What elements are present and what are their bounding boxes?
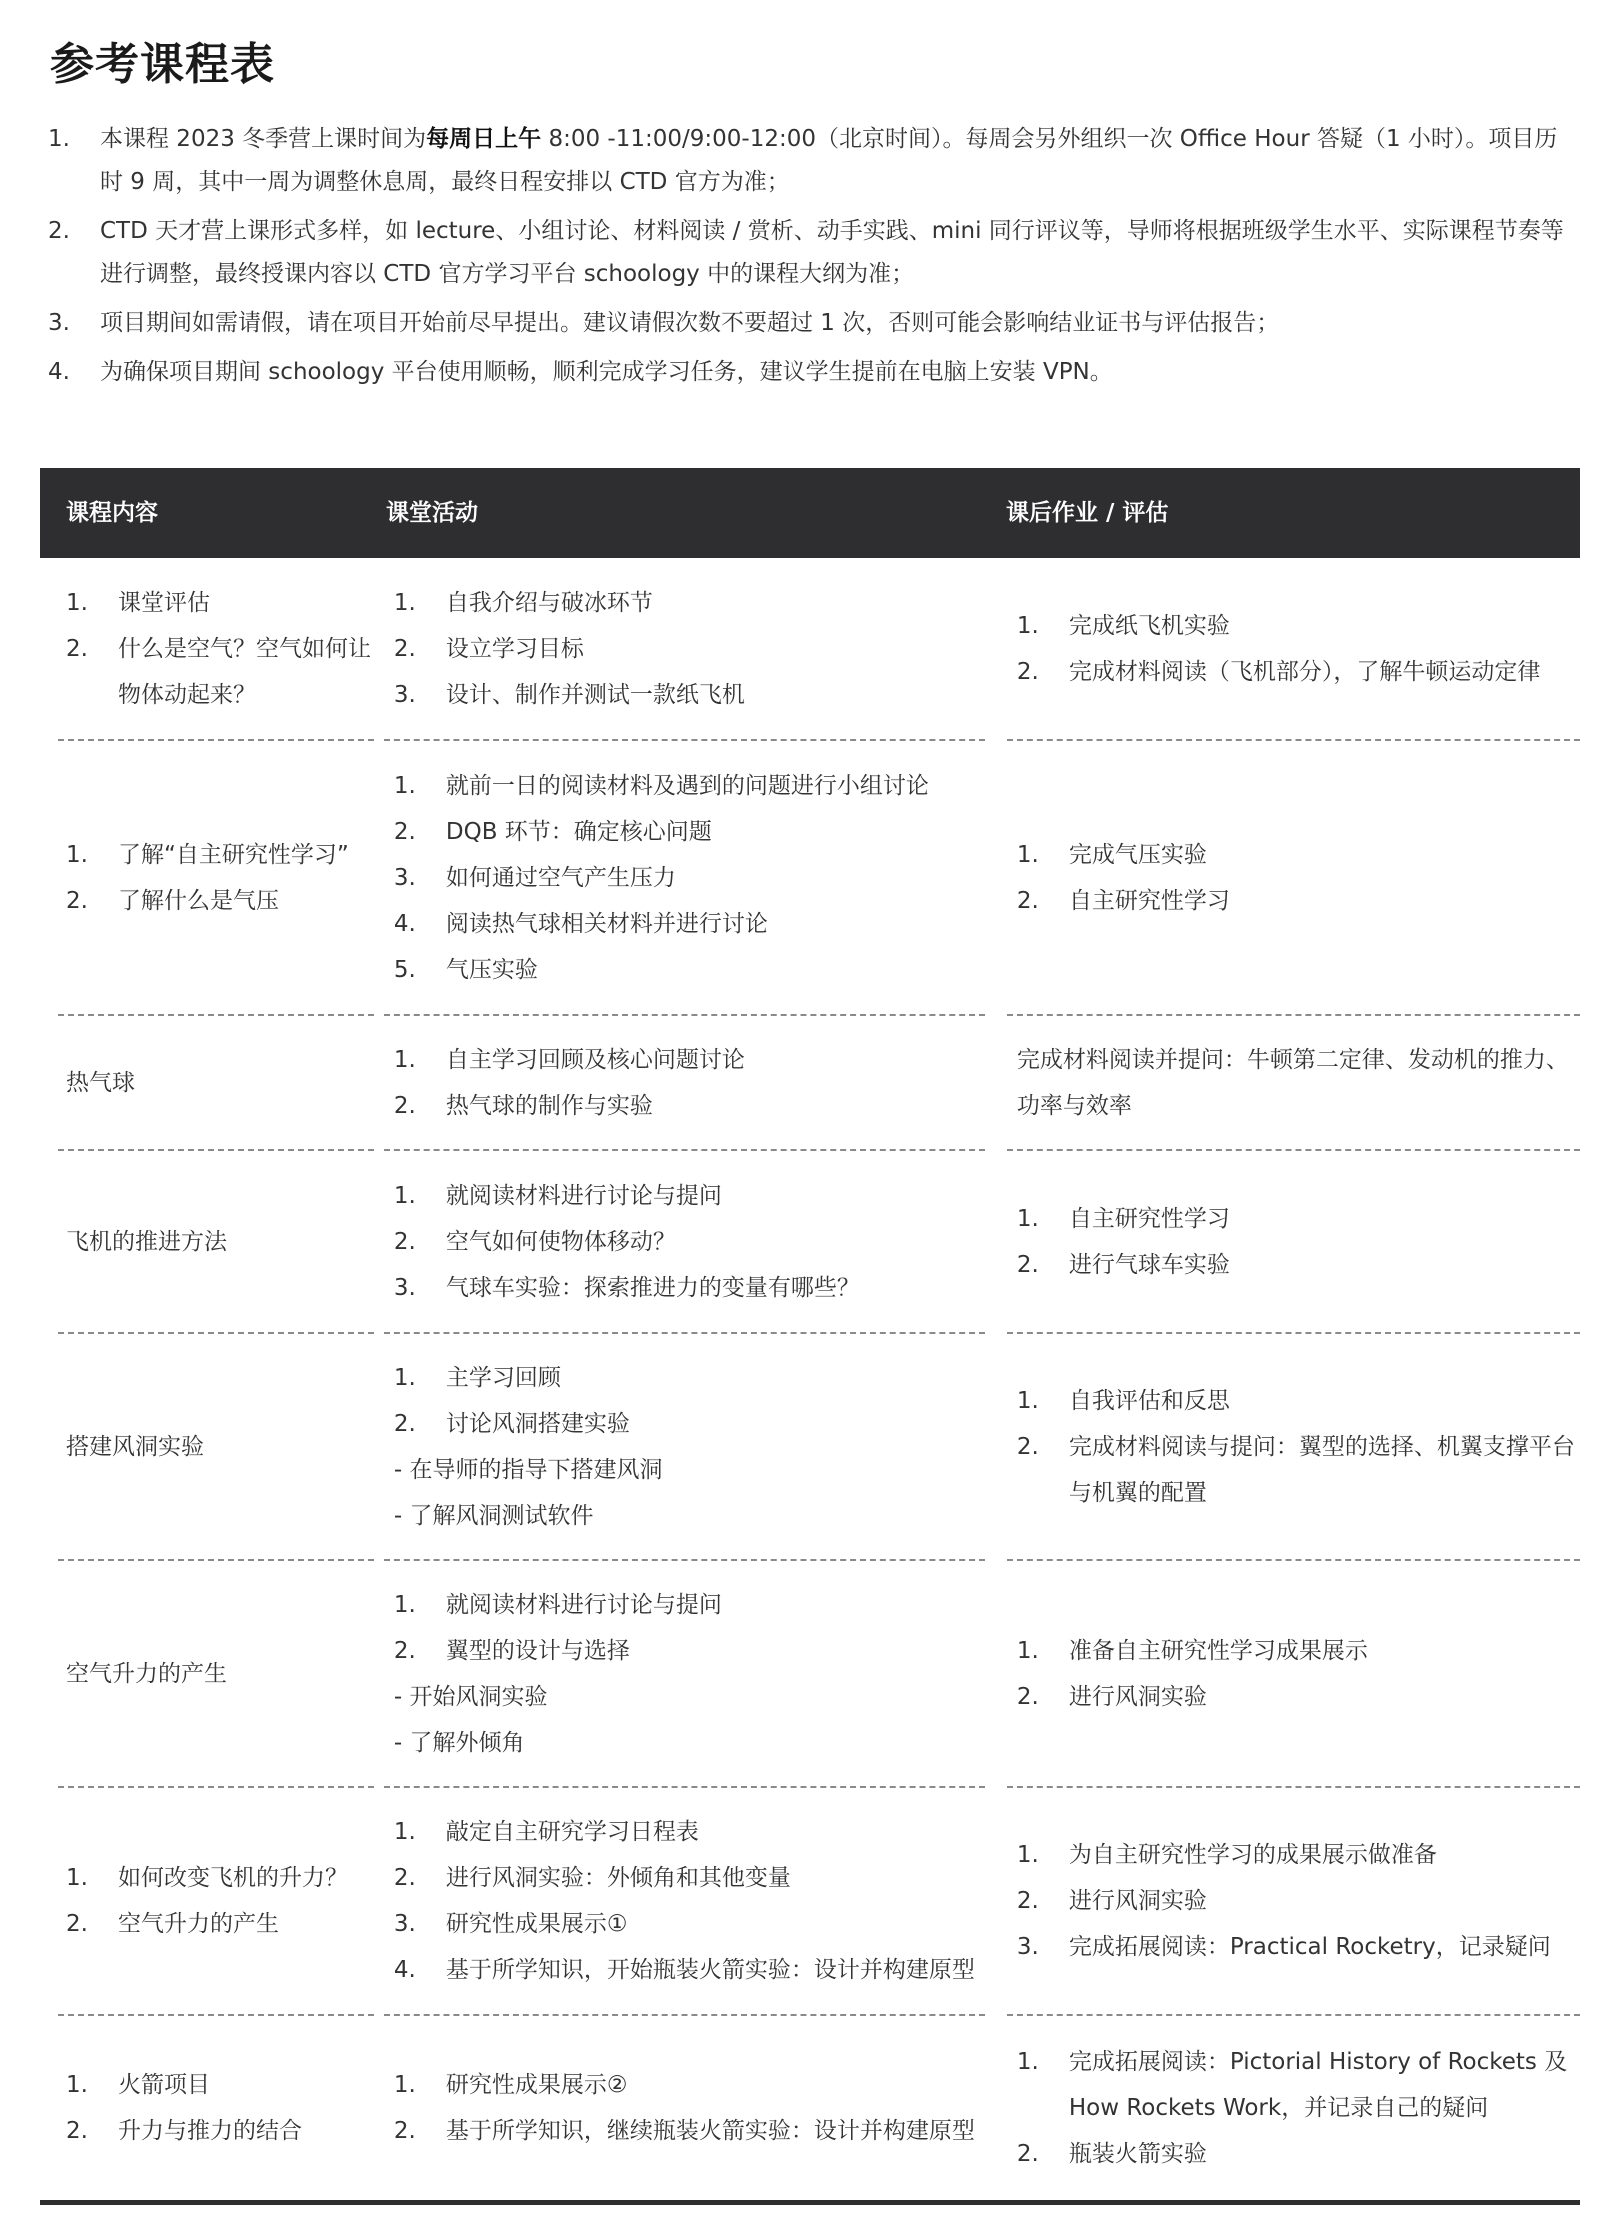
item-number: 2. bbox=[1016, 1251, 1039, 1278]
table-body bbox=[40, 558, 1580, 2200]
item-text: - 了解风洞测试软件 bbox=[393, 1502, 594, 1529]
item-text: 什么是空气？空气如何让物体动起来？ bbox=[118, 635, 371, 708]
cell-activities bbox=[384, 2016, 985, 2200]
table-row bbox=[40, 1788, 1580, 2016]
list-item bbox=[394, 1355, 985, 1401]
item-text: 热气球 bbox=[66, 1069, 135, 1096]
item-number: 2. bbox=[393, 1865, 416, 1891]
list-item bbox=[1017, 1628, 1580, 1674]
list-item bbox=[394, 672, 985, 718]
list-item bbox=[66, 2062, 374, 2108]
cell-homework bbox=[1007, 2016, 1580, 2200]
item-text: 进行风洞实验 bbox=[1068, 1683, 1207, 1710]
item-text: 阅读热气球相关材料并进行讨论 bbox=[445, 910, 768, 937]
note-item bbox=[48, 351, 1568, 394]
item-text: 自主研究性学习 bbox=[1068, 1205, 1230, 1232]
cell-content bbox=[58, 1016, 374, 1151]
list-item bbox=[66, 580, 374, 626]
note-number: 3. bbox=[48, 310, 70, 336]
bottom-rule bbox=[40, 2200, 1580, 2205]
cell-activities bbox=[384, 1016, 985, 1151]
item-text: 设计、制作并测试一款纸飞机 bbox=[445, 681, 745, 708]
list-item bbox=[1017, 878, 1580, 924]
item-number: 1. bbox=[393, 1591, 416, 1618]
list-item bbox=[66, 1219, 374, 1265]
list-item bbox=[394, 1628, 985, 1674]
item-number: 1. bbox=[66, 589, 88, 616]
item-number: 2. bbox=[1016, 887, 1039, 914]
item-number: 2. bbox=[66, 2118, 88, 2144]
list-item bbox=[394, 1493, 985, 1539]
cell-activities bbox=[384, 558, 985, 741]
item-text: 火箭项目 bbox=[118, 2072, 210, 2098]
list-item bbox=[1017, 1378, 1580, 1424]
item-number: 2. bbox=[1016, 1683, 1039, 1710]
cell-homework bbox=[1007, 1151, 1580, 1334]
list-item bbox=[394, 1674, 985, 1720]
cell-content bbox=[58, 1151, 374, 1334]
item-number: 1. bbox=[393, 772, 416, 799]
item-number: 1. bbox=[393, 1819, 416, 1845]
cell-content bbox=[58, 1788, 374, 2016]
cell-content bbox=[58, 1334, 374, 1561]
item-text: 准备自主研究性学习成果展示 bbox=[1068, 1637, 1368, 1664]
list-item bbox=[394, 1265, 985, 1311]
item-number: 2. bbox=[393, 2118, 416, 2144]
table-row bbox=[40, 1151, 1580, 1334]
list-item bbox=[394, 580, 985, 626]
table-header bbox=[40, 468, 1580, 558]
item-number: 1. bbox=[1016, 1842, 1039, 1868]
cell-content bbox=[58, 558, 374, 741]
list-item bbox=[1017, 1924, 1580, 1970]
item-text: 自我介绍与破冰环节 bbox=[445, 589, 653, 616]
list-item bbox=[1017, 603, 1580, 649]
list-item bbox=[66, 878, 374, 924]
note-text: CTD 天才营上课形式多样，如 lecture、小组讨论、材料阅读 / 赏析、动手实践、mini 同行评议等，导师将根据班级学生水平、实际课程节奏等进行调整，最终授课内容以 CTD 官方学习平台 schoology 中的课程大纲为准； bbox=[100, 218, 1564, 287]
list-item bbox=[394, 947, 985, 993]
item-number: 3. bbox=[393, 864, 416, 891]
note-number: 1. bbox=[48, 126, 70, 152]
list-item bbox=[394, 1947, 985, 1993]
item-text: 进行风洞实验：外倾角和其他变量 bbox=[445, 1865, 791, 1891]
item-text: 如何改变飞机的升力？ bbox=[118, 1865, 348, 1891]
list-item bbox=[394, 1173, 985, 1219]
item-number: 3. bbox=[1016, 1934, 1039, 1960]
list-item bbox=[66, 2108, 374, 2154]
list-item bbox=[394, 1855, 985, 1901]
note-emphasis: 每周日上午 bbox=[426, 126, 542, 152]
cell-homework bbox=[1007, 1561, 1580, 1788]
item-text: 自主研究性学习 bbox=[1068, 887, 1230, 914]
item-text: 飞机的推进方法 bbox=[66, 1228, 227, 1255]
item-number: 3. bbox=[393, 681, 416, 708]
list-item bbox=[394, 1083, 985, 1129]
item-text: 进行气球车实验 bbox=[1068, 1251, 1230, 1278]
item-text: 自主学习回顾及核心问题讨论 bbox=[445, 1046, 745, 1073]
list-item bbox=[394, 1401, 985, 1447]
item-text: 完成材料阅读并提问：牛顿第二定律、发动机的推力、功率与效率 bbox=[1016, 1046, 1569, 1119]
cell-homework bbox=[1007, 558, 1580, 741]
item-text: 翼型的设计与选择 bbox=[445, 1637, 630, 1664]
table-row bbox=[40, 741, 1580, 1016]
item-number: 1. bbox=[1016, 1637, 1039, 1664]
item-number: 2. bbox=[66, 635, 88, 662]
cell-activities bbox=[384, 1151, 985, 1334]
item-number: 2. bbox=[393, 635, 416, 662]
note-text: 本课程 2023 冬季营上课时间为 bbox=[100, 126, 427, 152]
note-number: 4. bbox=[48, 359, 70, 385]
list-item bbox=[394, 1219, 985, 1265]
item-number: 1. bbox=[393, 1364, 416, 1391]
cell-content bbox=[58, 741, 374, 1016]
list-item bbox=[66, 1901, 374, 1947]
note-text-continued: 8:00 -11:00/9:00-12:00（北京时间）。每周会另外组织一次 Office Hour 答疑（1 小时）。项目历时 9 周，其中一周为调整休息周，最终日程安排以 CTD 官方为准； bbox=[100, 126, 1558, 195]
cell-homework bbox=[1007, 1334, 1580, 1561]
list-item bbox=[394, 1809, 985, 1855]
item-number: 1. bbox=[393, 2072, 416, 2098]
item-number: 2. bbox=[393, 1637, 416, 1664]
list-item bbox=[394, 809, 985, 855]
item-number: 2. bbox=[1016, 2141, 1039, 2167]
item-text: 进行风洞实验 bbox=[1068, 1888, 1207, 1914]
list-item bbox=[1017, 1424, 1580, 1516]
note-item bbox=[48, 210, 1568, 296]
item-text: 气球车实验：探索推进力的变量有哪些？ bbox=[445, 1274, 860, 1301]
item-number: 2. bbox=[66, 1911, 88, 1937]
item-text: 讨论风洞搭建实验 bbox=[445, 1410, 630, 1437]
item-text: 如何通过空气产生压力 bbox=[445, 864, 676, 891]
item-text: 基于所学知识，继续瓶装火箭实验：设计并构建原型 bbox=[445, 2118, 975, 2144]
table-row bbox=[40, 2016, 1580, 2200]
note-number: 2. bbox=[48, 218, 70, 244]
list-item bbox=[394, 901, 985, 947]
item-text: 了解“自主研究性学习” bbox=[118, 841, 349, 868]
item-number: 3. bbox=[393, 1911, 416, 1937]
list-item bbox=[394, 763, 985, 809]
item-text: 主学习回顾 bbox=[445, 1364, 561, 1391]
item-text: 完成材料阅读与提问：翼型的选择、机翼支撑平台与机翼的配置 bbox=[1068, 1433, 1575, 1506]
item-text: 空气升力的产生 bbox=[66, 1660, 227, 1687]
item-text: 搭建风洞实验 bbox=[66, 1433, 204, 1460]
list-item bbox=[66, 1651, 374, 1697]
item-number: 1. bbox=[66, 2072, 88, 2098]
item-text: 设立学习目标 bbox=[445, 635, 584, 662]
item-text: 完成材料阅读（飞机部分），了解牛顿运动定律 bbox=[1068, 658, 1541, 685]
cell-content bbox=[58, 1561, 374, 1788]
list-item bbox=[1017, 1832, 1580, 1878]
header-activities: 课堂活动 bbox=[386, 500, 478, 526]
list-item bbox=[1017, 1037, 1580, 1129]
item-text: - 了解外倾角 bbox=[393, 1729, 525, 1756]
item-number: 1. bbox=[1016, 841, 1039, 868]
item-number: 2. bbox=[66, 887, 88, 914]
item-number: 1. bbox=[1016, 1205, 1039, 1232]
item-text: 研究性成果展示① bbox=[445, 1911, 628, 1937]
item-text: 就前一日的阅读材料及遇到的问题进行小组讨论 bbox=[445, 772, 929, 799]
cell-activities bbox=[384, 1561, 985, 1788]
table-row bbox=[40, 1016, 1580, 1151]
list-item bbox=[66, 832, 374, 878]
item-text: 研究性成果展示② bbox=[445, 2072, 628, 2098]
list-item bbox=[1017, 1878, 1580, 1924]
item-text: 热气球的制作与实验 bbox=[445, 1092, 653, 1119]
table-row bbox=[40, 558, 1580, 741]
list-item bbox=[394, 1901, 985, 1947]
item-text: - 在导师的指导下搭建风洞 bbox=[393, 1456, 663, 1483]
cell-activities bbox=[384, 1334, 985, 1561]
page-title: 参考课程表 bbox=[50, 39, 275, 90]
header-homework: 课后作业 / 评估 bbox=[1006, 500, 1169, 526]
item-text: 完成拓展阅读：Practical Rocketry，记录疑问 bbox=[1068, 1934, 1551, 1960]
item-text: 空气升力的产生 bbox=[118, 1911, 279, 1937]
item-text: 为自主研究性学习的成果展示做准备 bbox=[1068, 1842, 1437, 1868]
table-row bbox=[40, 1561, 1580, 1788]
item-text: 空气如何使物体移动？ bbox=[445, 1228, 676, 1255]
item-number: 2. bbox=[393, 1410, 416, 1437]
list-item bbox=[1017, 832, 1580, 878]
list-item bbox=[394, 855, 985, 901]
cell-homework bbox=[1007, 1788, 1580, 2016]
list-item bbox=[66, 1424, 374, 1470]
list-item bbox=[66, 1060, 374, 1106]
item-number: 5. bbox=[393, 956, 416, 983]
note-item bbox=[48, 118, 1568, 204]
item-number: 2. bbox=[393, 1228, 416, 1255]
item-number: 1. bbox=[393, 1182, 416, 1209]
item-number: 2. bbox=[1016, 658, 1039, 685]
list-item bbox=[394, 2108, 985, 2154]
item-number: 4. bbox=[393, 1957, 416, 1983]
list-item bbox=[394, 1720, 985, 1766]
item-text: 就阅读材料进行讨论与提问 bbox=[445, 1591, 722, 1618]
note-item bbox=[48, 302, 1568, 345]
list-item bbox=[1017, 2039, 1580, 2131]
item-text: 瓶装火箭实验 bbox=[1068, 2141, 1207, 2167]
cell-content bbox=[58, 2016, 374, 2200]
list-item bbox=[1017, 1242, 1580, 1288]
item-text: 完成纸飞机实验 bbox=[1068, 612, 1230, 639]
list-item bbox=[1017, 1674, 1580, 1720]
item-number: 1. bbox=[1016, 2049, 1039, 2075]
note-text: 为确保项目期间 schoology 平台使用顺畅，顺利完成学习任务，建议学生提前在电脑上安装 VPN。 bbox=[100, 359, 1113, 385]
item-number: 4. bbox=[393, 910, 416, 937]
list-item bbox=[66, 1855, 374, 1901]
item-text: 基于所学知识，开始瓶装火箭实验：设计并构建原型 bbox=[445, 1957, 975, 1983]
cell-homework bbox=[1007, 741, 1580, 1016]
item-text: 敲定自主研究学习日程表 bbox=[445, 1819, 699, 1845]
item-number: 1. bbox=[1016, 1387, 1039, 1414]
item-text: 自我评估和反思 bbox=[1068, 1387, 1230, 1414]
item-number: 2. bbox=[393, 1092, 416, 1119]
table-row bbox=[40, 1334, 1580, 1561]
item-text: 升力与推力的结合 bbox=[118, 2118, 302, 2144]
item-text: DQB 环节：确定核心问题 bbox=[445, 818, 712, 845]
item-number: 2. bbox=[1016, 1888, 1039, 1914]
list-item bbox=[66, 626, 374, 718]
item-number: 1. bbox=[393, 589, 416, 616]
notes-list bbox=[48, 118, 1568, 400]
header-content: 课程内容 bbox=[66, 500, 158, 526]
item-text: 就阅读材料进行讨论与提问 bbox=[445, 1182, 722, 1209]
item-text: 完成拓展阅读：Pictorial History of Rockets 及 How Rockets Work，并记录自己的疑问 bbox=[1068, 2049, 1568, 2121]
item-text: 了解什么是气压 bbox=[118, 887, 279, 914]
item-number: 1. bbox=[66, 841, 88, 868]
cell-activities bbox=[384, 1788, 985, 2016]
list-item bbox=[1017, 2131, 1580, 2177]
item-number: 1. bbox=[393, 1046, 416, 1073]
item-number: 2. bbox=[393, 818, 416, 845]
item-number: 3. bbox=[393, 1274, 416, 1301]
item-text: 完成气压实验 bbox=[1068, 841, 1207, 868]
item-text: 课堂评估 bbox=[118, 589, 210, 616]
list-item bbox=[394, 1447, 985, 1493]
list-item bbox=[1017, 649, 1580, 695]
list-item bbox=[394, 626, 985, 672]
cell-activities bbox=[384, 741, 985, 1016]
item-number: 1. bbox=[66, 1865, 88, 1891]
list-item bbox=[394, 1037, 985, 1083]
item-number: 2. bbox=[1016, 1433, 1039, 1460]
list-item bbox=[394, 2062, 985, 2108]
note-text: 项目期间如需请假，请在项目开始前尽早提出。建议请假次数不要超过 1 次，否则可能会影响结业证书与评估报告； bbox=[100, 310, 1280, 336]
list-item bbox=[394, 1582, 985, 1628]
item-text: 气压实验 bbox=[445, 956, 538, 983]
list-item bbox=[1017, 1196, 1580, 1242]
item-text: - 开始风洞实验 bbox=[393, 1683, 548, 1710]
cell-homework bbox=[1007, 1016, 1580, 1151]
item-number: 1. bbox=[1016, 612, 1039, 639]
